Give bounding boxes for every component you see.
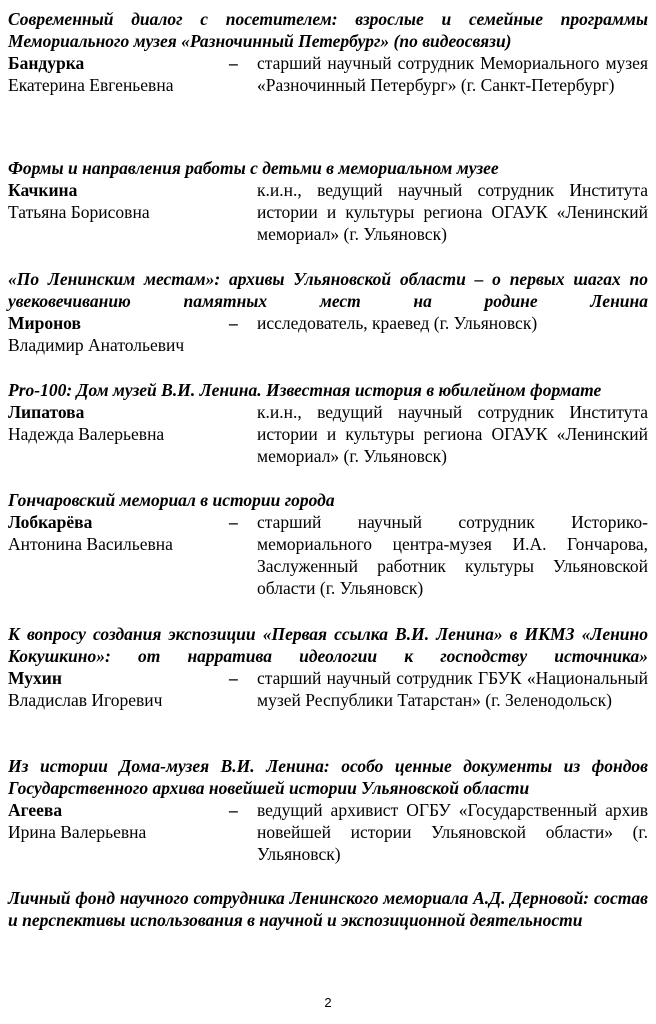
dash-separator: – (229, 53, 238, 73)
speaker-given-name: Екатерина Евгеньевна (8, 75, 174, 95)
page-number: 2 (324, 995, 332, 1010)
talk-title: Личный фонд научного сотрудника Ленинского мемориала А.Д. Дерновой: состав и перспективы использования в научной и экспозиционной деятельности (8, 888, 648, 930)
dash-separator: – (229, 800, 238, 820)
speaker-row (8, 401, 648, 467)
program-entry (8, 268, 648, 355)
talk-title: «По Ленинским местам»: архивы Ульяновской области – о первых шагах по увековечиванию памятных мест на родине Ленина (8, 269, 648, 311)
dash-separator: – (229, 668, 238, 688)
speaker-surname: Лобкарёва (8, 512, 93, 532)
speaker-role: старший научный сотрудник Мемориального музея «Разночинный Петербург» (г. Санкт-Петербург) (257, 53, 648, 95)
dash-separator: – (229, 313, 238, 333)
speaker-row (8, 799, 648, 865)
speaker-surname: Мухин (8, 668, 62, 688)
speaker-name (8, 52, 218, 96)
speaker-role: к.и.н., ведущий научный сотрудник Института истории и культуры региона ОГАУК «Ленинский мемориал» (г. Ульяновск) (257, 180, 648, 244)
speaker-row (8, 52, 648, 96)
speaker-given-name: Татьяна Борисовна (8, 202, 150, 222)
speaker-role: старший научный сотрудник ГБУК «Национальный музей Республики Татарстан» (г. Зеленодольск) (257, 668, 648, 710)
speaker-role: исследователь, краевед (г. Ульяновск) (257, 313, 538, 333)
program-entry (8, 755, 648, 865)
speaker-surname: Миронов (8, 313, 81, 333)
speaker-surname: Бандурка (8, 53, 85, 73)
speaker-row (8, 312, 648, 355)
speaker-name (8, 667, 218, 711)
program-entry (8, 489, 648, 599)
speaker-name (8, 312, 218, 356)
speaker-given-name: Надежда Валерьевна (8, 424, 165, 444)
program-entry (8, 887, 648, 931)
program-entry (8, 8, 648, 96)
talk-title: Гончаровский мемориал в истории города (8, 490, 335, 510)
speaker-role: к.и.н., ведущий научный сотрудник Института истории и культуры региона ОГАУК «Ленинский мемориал» (г. Ульяновск) (257, 402, 648, 466)
program-entry (8, 623, 648, 711)
program-entry (8, 379, 648, 467)
speaker-given-name: Владислав Игоревич (8, 690, 163, 710)
speaker-role: старший научный сотрудник Историко-мемориального центра-музея И.А. Гончарова, Заслуженный работник культуры Ульяновской области (г. Ульяновск) (257, 512, 648, 598)
speaker-surname: Качкина (8, 180, 78, 200)
dash-separator: – (229, 512, 238, 532)
program-entry (8, 157, 648, 245)
speaker-row (8, 179, 648, 245)
talk-title: Pro-100: Дом музей В.И. Ленина. Известная история в юбилейном формате (8, 380, 602, 400)
speaker-given-name: Антонина Васильевна (8, 534, 173, 554)
talk-title: Из истории Дома-музея В.И. Ленина: особо ценные документы из фондов Государственного архива новейшей истории Ульяновской области (8, 756, 648, 798)
talk-title: К вопросу создания экспозиции «Первая ссылка В.И. Ленина» в ИКМЗ «Ленино Кокушкино»: от нарратива идеологии к господству источника» (8, 624, 648, 666)
speaker-surname: Липатова (8, 402, 85, 422)
speaker-name (8, 511, 218, 555)
speaker-given-name: Владимир Анатольевич (8, 335, 185, 355)
speaker-given-name: Ирина Валерьевна (8, 822, 147, 842)
speaker-row (8, 667, 648, 711)
talk-title: Современный диалог с посетителем: взрослые и семейные программы Мемориального музея «Разночинный Петербург» (по видеосвязи) (8, 9, 648, 51)
speaker-name (8, 401, 218, 445)
speaker-surname: Агеева (8, 800, 63, 820)
speaker-row (8, 511, 648, 599)
speaker-role: ведущий архивист ОГБУ «Государственный архив новейшей истории Ульяновской области» (г. Ульяновск) (257, 800, 648, 864)
speaker-name (8, 799, 218, 843)
talk-title: Формы и направления работы с детьми в мемориальном музее (8, 158, 499, 178)
speaker-name (8, 179, 218, 223)
